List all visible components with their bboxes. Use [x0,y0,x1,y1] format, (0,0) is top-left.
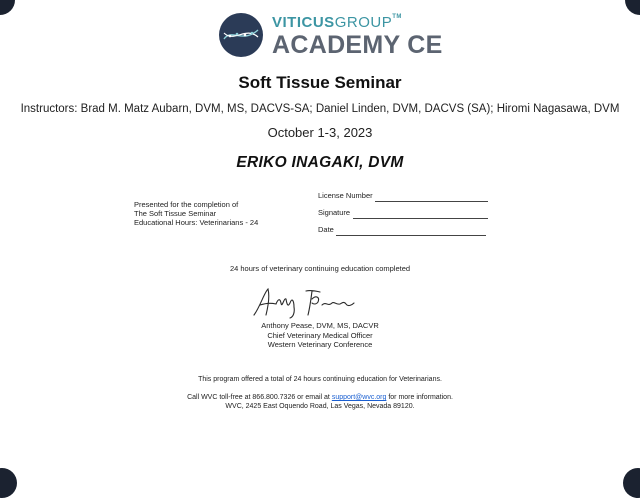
seminar-dates: October 1-3, 2023 [267,125,373,140]
presented-block [134,200,258,227]
signer-organization: Western Veterinary Conference [267,340,373,349]
presented-line-1: Presented for the completion of [134,200,239,209]
scan-corner-bottom-right [623,468,640,498]
signature-fields [318,191,373,242]
support-email-link[interactable]: support@wvc.org [331,394,387,401]
signer-title: Chief Veterinary Medical Officer [267,331,373,340]
license-number-line [375,201,488,202]
scan-corner-top-right [625,0,640,15]
hours-completed: 24 hours of veterinary continuing education completed [229,264,411,273]
program-statement: This program offered a total of 24 hours continuing education for Veterinarians. [198,376,442,383]
logo-brand-a: VITICUS [272,14,335,31]
logo-brand [272,14,402,31]
instructors-line: Instructors: Brad M. Matz Aubarn, DVM, MS, DACVS-SA; Daniel Linden, DVM, DACVS (SA); Hiromi Nagasawa, DVM [20,103,620,115]
presented-line-3: Educational Hours: Veterinarians - 24 [134,218,259,227]
license-number-label: License Number [318,191,373,200]
recipient-name: ERIKO INAGAKI, DVM [236,154,404,171]
scan-corner-bottom-left [0,468,17,498]
logo-brand-b: GROUP [334,14,393,31]
date-label: Date [318,225,334,234]
date-line [336,235,486,236]
date-field[interactable] [318,225,373,242]
viticus-globe-logo-icon [218,12,264,58]
logo-trademark: TM [392,14,402,20]
contact-line [0,394,640,401]
signer-name: Anthony Pease, DVM, MS, DACVR [261,321,379,330]
license-number-field[interactable] [318,191,373,208]
contact-text-after: for more information. [386,394,453,401]
mailing-address: WVC, 2425 East Oquendo Road, Las Vegas, Nevada 89120. [225,403,415,410]
signature-label: Signature [318,208,351,217]
viticus-logo [218,12,443,59]
signature-field[interactable] [318,208,373,225]
contact-text-before: Call WVC toll-free at 866.800.7326 or email at [187,394,332,401]
presented-line-2: The Soft Tissue Seminar [134,209,217,218]
logo-academy: ACADEMY CE [272,31,443,59]
certificate-title: Soft Tissue Seminar [238,73,402,92]
handwritten-signature [250,285,370,319]
signature-line [353,218,488,219]
scan-corner-top-left [0,0,15,15]
